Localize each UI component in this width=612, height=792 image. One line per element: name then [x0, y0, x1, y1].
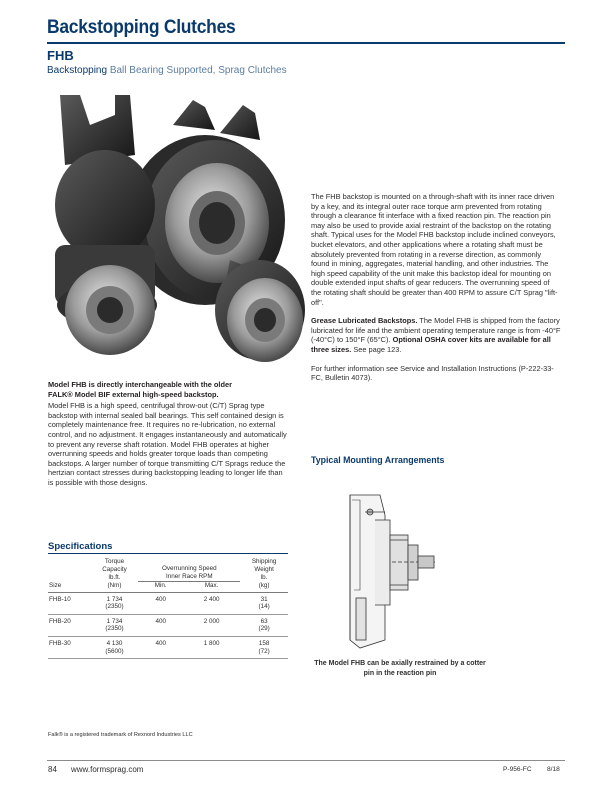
weight-cell: 158 (72) [240, 637, 288, 659]
table-row [48, 637, 288, 659]
trademark-note: Falk® is a registered trademark of Rexnord Industries LLC [48, 732, 193, 738]
page-reference: See page 123. [351, 344, 402, 354]
intro-body: Model FHB is a high speed, centrifugal throw-out (C/T) Sprag type backstop with internal sealed ball bearings. This self contained design is completely maintenance free. It requires no re-lubrication, no external control, and no adjustment. It engages instantaneously and automatically to prevent any reverse shaft rotation. Model FHB operates at higher overrunning speeds and holds greater torque loads than competing backstops. A larger number of torque transmitting C/T Sprags reduce the hertzian contact stresses during backstopping leading to longer life than is possible with those designs. [48, 401, 287, 487]
size-cell: FHB-10 [48, 592, 91, 614]
max-header: Max. [183, 581, 240, 592]
page-title: Backstopping Clutches [47, 17, 236, 38]
subtitle-rest: Ball Bearing Supported, Sprag Clutches [107, 65, 287, 76]
document-reference: P-956-FC [503, 766, 532, 773]
max-cell: 2 400 [183, 592, 240, 614]
max-cell: 1 800 [183, 637, 240, 659]
page-number: 84 [48, 765, 57, 774]
torque-header: Torque Capacity lb.ft. [102, 558, 127, 581]
subtitle [47, 65, 287, 76]
weight-header: Shipping Weight lb. [251, 558, 277, 581]
footer-rule [47, 760, 565, 761]
min-header: Min. [138, 581, 183, 592]
title-rule [47, 42, 565, 44]
weight-unit-header: (kg) [240, 581, 288, 592]
subtitle-bold: Backstopping [47, 65, 108, 76]
caption-line-1: The Model FHB can be axially restrained by a cotter [314, 660, 486, 667]
weight-cell: 31 (14) [240, 592, 288, 614]
model-heading: FHB [47, 48, 74, 63]
instructions-paragraph: For further information see Service and Installation Instructions (P-222-33-FC, Bulletin 4073). [311, 363, 554, 383]
torque-cell: 1 734 (2350) [91, 614, 139, 636]
document-date: 8/18 [547, 766, 560, 773]
lubrication-paragraph [311, 316, 561, 354]
caption-line-2: pin in the reaction pin [363, 669, 437, 677]
table-row [48, 592, 288, 614]
intro-section [48, 380, 288, 488]
table-header-row [48, 581, 288, 592]
size-cell: FHB-20 [48, 614, 91, 636]
table-header-row [48, 558, 288, 581]
mounting-heading: Typical Mounting Arrangements [311, 455, 445, 465]
intro-lead [48, 380, 288, 399]
lubrication-text: The Model FHB is shipped from the factory lubricated for life and the ambient operating temperature range is from -40°F (-40°C) to 150°F (65°C). [311, 316, 561, 345]
size-cell: FHB-30 [48, 637, 91, 659]
specifications-table [48, 558, 288, 659]
torque-unit-header: (Nm) [91, 581, 139, 592]
size-header: Size [48, 581, 91, 592]
min-cell: 400 [138, 637, 183, 659]
speed-header: Overrunning Speed Inner Race RPM [138, 558, 240, 581]
backstop-clutch-photo [55, 95, 310, 380]
figure-caption [300, 659, 500, 678]
specifications-heading: Specifications [48, 541, 113, 552]
torque-cell: 4 130 (5600) [91, 637, 139, 659]
max-cell: 2 000 [183, 614, 240, 636]
min-cell: 400 [138, 614, 183, 636]
website-link[interactable]: www.formsprag.com [71, 765, 144, 774]
weight-cell: 63 (29) [240, 614, 288, 636]
osha-note: Optional OSHA cover kits are available for all three sizes. [311, 335, 551, 354]
description-column [311, 192, 561, 392]
torque-cell: 1 734 (2350) [91, 592, 139, 614]
min-cell: 400 [138, 592, 183, 614]
lubrication-heading: Grease Lubricated Backstops. [311, 316, 418, 326]
intro-lead-line-1: Model FHB is directly interchangeable with the older [48, 380, 232, 389]
intro-lead-line-2: FALK® Model BIF external high-speed backstop. [48, 389, 219, 399]
table-row [48, 614, 288, 636]
mounting-arrangement-drawing [330, 490, 440, 650]
description-paragraph: The FHB backstop is mounted on a through-shaft with its inner race driven by a key, and its integral outer race torque arm prevented from rotating through a clearance fit interface with a fixed reaction pin. The reaction pin may also be used to provide axial restraint of the backstop on the rotating shaft. Typical uses for the Model FHB backstop include inclined conveyors, bucket elevators, and other applications where a rotating shaft must be absolutely prevented from rotating in a reverse direction, as commonly found in mining, aggregates, material handling, and other industries. The high speed capability of the unit make this backstop ideal for mounting on double extended input shafts of gear reducers. The overrunning speed of the rotating shaft should be greater than 400 RPM to assure C/T Sprag "lift-off". [311, 192, 558, 307]
specifications-rule [48, 553, 288, 554]
size-header-spacer [48, 558, 91, 581]
